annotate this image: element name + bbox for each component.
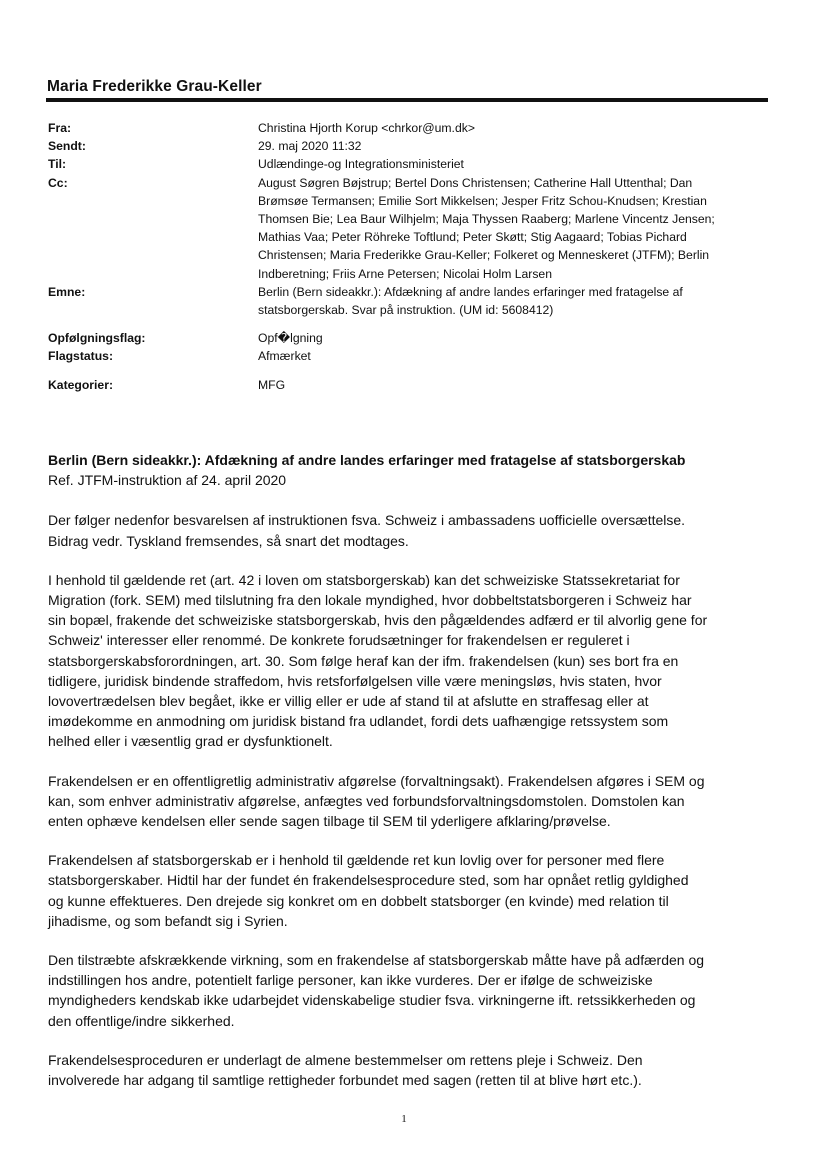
flag-status-label: Flagstatus: (48, 349, 114, 364)
paragraph-line: og kunne effektueres. Den drejede sig konkret om en dobbelt statsborger (en kvinde) med relation til (48, 892, 669, 909)
categories-row (48, 376, 768, 394)
cc-row (48, 174, 768, 283)
to-label: Til: (48, 157, 67, 172)
paragraph-line: Schweiz' interesser eller renommé. De konkrete forudsætninger for frakendelsen er reguleret i (48, 632, 630, 649)
header-divider (46, 98, 768, 102)
sent-label: Sendt: (48, 139, 86, 154)
cc-line: August Søgren Bøjstrup; Bertel Dons Christensen; Catherine Hall Uttenthal; Dan (258, 175, 693, 190)
paragraph-legal-basis (48, 570, 778, 752)
paragraph-line: Der følger nedenfor besvarelsen af instruktionen fsva. Schweiz i ambassadens uofficielle oversættelse. (48, 512, 686, 529)
paragraph-line: Bidrag vedr. Tyskland fremsendes, så snart det modtages. (48, 532, 409, 549)
flag-status-value: Afmærket (258, 349, 311, 364)
subject-row (48, 283, 768, 319)
paragraph-line: enten ophæve kendelsen eller sende sagen tilbage til SEM til yderligere afklaring/prøvelse. (48, 813, 611, 830)
page-number: 1 (401, 1113, 407, 1125)
cc-line: Brømsøe Termansen; Emilie Sort Mikkelsen; Jesper Fritz Schou-Knudsen; Krestian (258, 193, 707, 208)
paragraph-line: Frakendelsesproceduren er underlagt de almene bestemmelser om rettens pleje i Schweiz. Den (48, 1051, 643, 1068)
paragraph-line: Frakendelsen af statsborgerskab er i henhold til gældende ret kun lovlig over for personer med flere (48, 852, 665, 869)
paragraph-line: involverede har adgang til samtlige rettigheder forbundet med sagen (retten til at blive hørt etc.). (48, 1072, 642, 1089)
email-header-block (48, 119, 768, 394)
paragraph-line: indstillingen hos andre, potentielt farlige personer, kan ikke vurderes. Der er ifølge de schweiziske (48, 972, 653, 989)
subject-line: statsborgerskab. Svar på instruktion. (UM id: 5608412) (258, 303, 554, 318)
paragraph-line: myndigheders kendskab ikke udarbejdet videnskabelige studier fsva. virkningerne ift. retssikkerheden og (48, 992, 696, 1009)
paragraph-deterrent-effect (48, 950, 778, 1031)
body-reference: Ref. JTFM-instruktion af 24. april 2020 (48, 472, 287, 489)
paragraph-line: imødekomme en anmodning om juridisk bistand fra udlandet, fordi dets uafhængige retssystem som (48, 713, 669, 730)
mailbox-owner-name: Maria Frederikke Grau-Keller (47, 78, 262, 95)
spacer (48, 366, 768, 376)
paragraph-line: Frakendelsen er en offentligretlig administrativ afgørelse (forvaltningsakt). Frakendelsen afgøres i SEM og (48, 772, 705, 789)
paragraph-line: Migration (fork. SEM) med tilslutning fra den lokale myndighed, hvor dobbeltstatsborgeren i Schweiz har (48, 592, 692, 609)
followup-flag-value: Opf�lgning (258, 331, 323, 346)
cc-line: Thomsen Bie; Lea Baur Wilhjelm; Maja Thyssen Raaberg; Marlene Vincentz Jensen; (258, 212, 715, 227)
followup-flag-row (48, 329, 768, 347)
paragraph-line: jihadisme, og som befandt sig i Syrien. (48, 912, 288, 929)
subject-line: Berlin (Bern sideakkr.): Afdækning af andre landes erfaringer med fratagelse af (258, 284, 683, 299)
paragraph-line: den offentlige/indre sikkerhed. (48, 1012, 235, 1029)
to-value: Udlændinge-og Integrationsministeriet (258, 157, 464, 172)
paragraph-line: tidligere, juridisk bindende straffedom, hvis retsforfølgelsen ville være meningsløs, hvis staten, hvor (48, 672, 662, 689)
cc-line: Mathias Vaa; Peter Röhreke Toftlund; Peter Skøtt; Stig Aagaard; Tobias Pichard (258, 230, 687, 245)
sent-value: 29. maj 2020 11:32 (258, 139, 362, 154)
categories-value: MFG (258, 377, 286, 392)
paragraph-administrative-decision (48, 771, 778, 832)
sent-row (48, 137, 768, 155)
from-label: Fra: (48, 121, 72, 135)
paragraph-procedure (48, 1050, 778, 1090)
paragraph-line: sin bopæl, frakende det schweiziske statsborgerskab, hvis den pågældendes adfærd er til alvorlig gene for (48, 612, 708, 629)
paragraph-line: helhed eller i væsentlig grad er dysfunktionelt. (48, 733, 333, 750)
paragraph-line: statsborgerskaber. Hidtil har der fundet én frakendelsesprocedure sted, som har opnået retlig gyldighed (48, 872, 689, 889)
spacer (48, 319, 768, 329)
to-row (48, 155, 768, 173)
cc-label: Cc: (48, 175, 68, 190)
subject-value (258, 283, 768, 319)
followup-flag-label: Opfølgningsflag: (48, 331, 146, 346)
paragraph-line: statsborgerskabsforordningen, art. 30. Som følge heraf kan der ifm. frakendelsen (kun) ses bort fra en (48, 652, 679, 669)
cc-line: Christensen; Maria Frederikke Grau-Keller; Folkeret og Menneskeret (JTFM); Berlin (258, 248, 710, 263)
cc-line: Indberetning; Friis Arne Petersen; Nicolai Holm Larsen (258, 266, 552, 281)
paragraph-line: lovovertrædelsen blev begået, ikke er villig eller er ude af stand til at afslutte en straffesag eller at (48, 693, 649, 710)
from-value: Christina Hjorth Korup <chrkor@um.dk> (258, 121, 475, 135)
email-body (48, 450, 778, 1109)
paragraph-dual-citizenship (48, 850, 778, 931)
flag-status-row (48, 347, 768, 365)
subject-label: Emne: (48, 284, 86, 299)
paragraph-line: Den tilstræbte afskrækkende virkning, som en frakendelse af statsborgerskab måtte have på adfærden og (48, 952, 705, 969)
categories-label: Kategorier: (48, 377, 114, 392)
paragraph-line: I henhold til gældende ret (art. 42 i loven om statsborgerskab) kan det schweiziske Statssekretariat for (48, 571, 680, 588)
paragraph-line: kan, som enhver administrativ afgørelse, anfægtes ved forbundsforvaltningsdomstolen. Domstolen kan (48, 792, 685, 809)
cc-value (258, 174, 768, 283)
body-title: Berlin (Bern sideakkr.): Afdækning af andre landes erfaringer med fratagelse af statsborgerskab (48, 452, 686, 468)
from-row (48, 119, 768, 137)
paragraph-intro (48, 510, 778, 550)
